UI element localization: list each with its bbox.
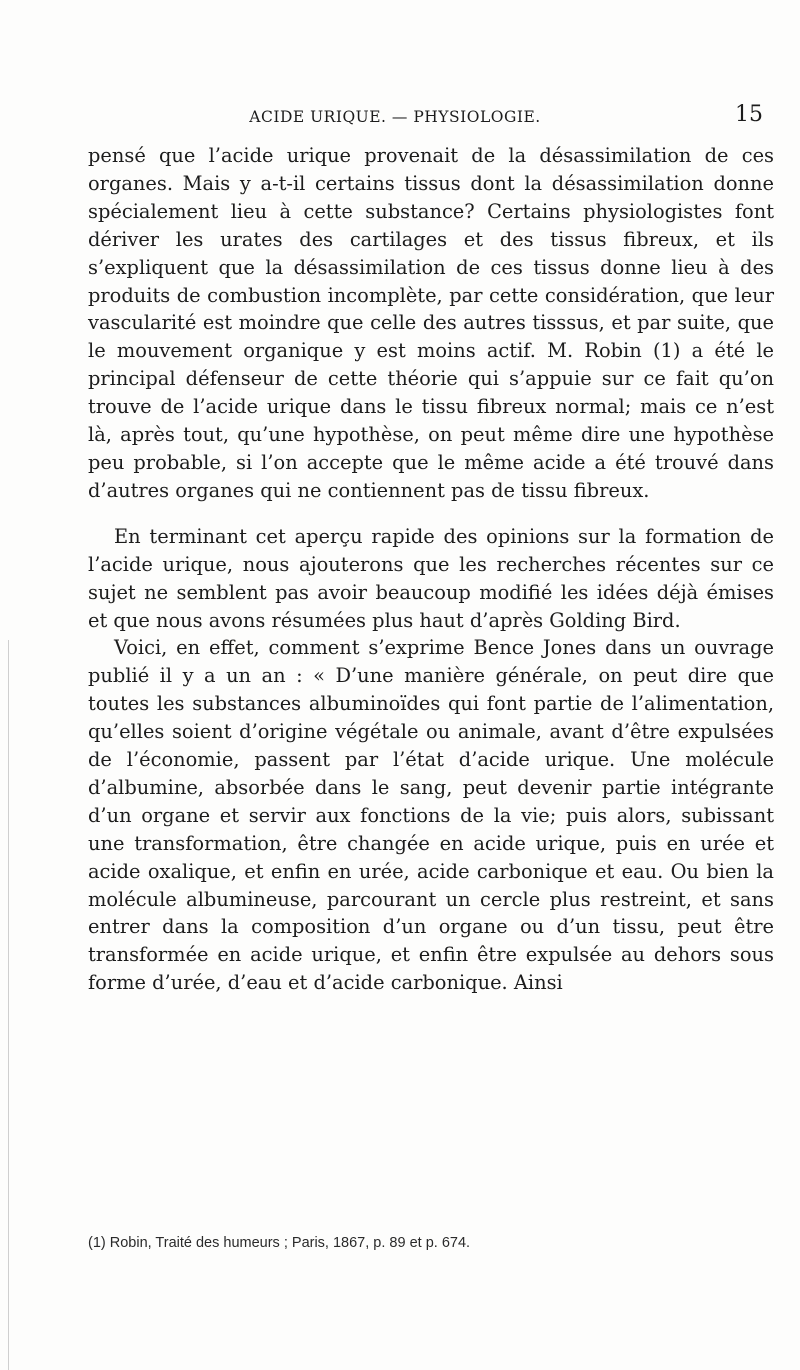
paragraph-3: Voici, en effet, comment s’exprime Bence Jones dans un ouvrage publié il y a un an : « D’une manière générale, on peut dire que toutes les substances albuminoïdes qui font partie de l’alimentation, qu’elles soient d’origine végétale ou animale, avant d’être expulsées de l’économie, passent par l’état d’acide urique. Une molécule d’albumine, absorbée dans le sang, peut devenir partie intégrante d’un organe et servir aux fonctions de la vie; puis alors, subissant une transformation, être changée en acide urique, puis en urée et acide oxalique, et enfin en urée, acide carbonique et eau. Ou bien la molécule albumineuse, parcourant un cercle plus restreint, et sans entrer dans la composition d’un organe ou d’un tissu, peut être transformée en acide urique, et enfin être expulsée au dehors sous forme d’urée, d’eau et d’acide carbonique. Ainsi (88, 636, 774, 995)
paragraph-2: En terminant cet aperçu rapide des opinions sur la formation de l’acide urique, nous ajouterons que les recherches récentes sur ce sujet ne semblent pas avoir beaucoup modifié les idées déjà émises et que nous avons résumées plus haut d’après Golding Bird. (88, 524, 774, 632)
page-edge-line (8, 640, 9, 1370)
footnote: (1) Robin, Traité des humeurs ; Paris, 1867, p. 89 et p. 674. (88, 1235, 471, 1251)
page-header (55, 102, 763, 134)
paragraph-1: pensé que l’acide urique provenait de la désassimilation de ces organes. Mais y a-t-il certains tissus dont la désassimilation donne spécialement lieu à cette substance? Certains physiologistes font dériver les urates des cartilages et des tissus fibreux, et ils s’expliquent que la désassimilation de ces tissus donne lieu à des produits de combustion incomplète, par cette considération, que leur vascularité est moindre que celle des autres tisssus, et par suite, que le mouvement organique y est moins actif. M. Robin (1) a été le principal défenseur de cette théorie qui s’appuie sur ce fait qu’on trouve de l’acide urique dans le tissu fibreux normal; mais ce n’est là, après tout, qu’une hypothèse, on peut même dire une hypothèse peu probable, si l’on accepte que le même acide a été trouvé dans d’autres organes qui ne contiennent pas de tissu fibreux. (88, 144, 774, 502)
body-text (88, 142, 774, 997)
page-number: 15 (735, 102, 763, 127)
running-title: ACIDE URIQUE. — PHYSIOLOGIE. (249, 108, 541, 126)
